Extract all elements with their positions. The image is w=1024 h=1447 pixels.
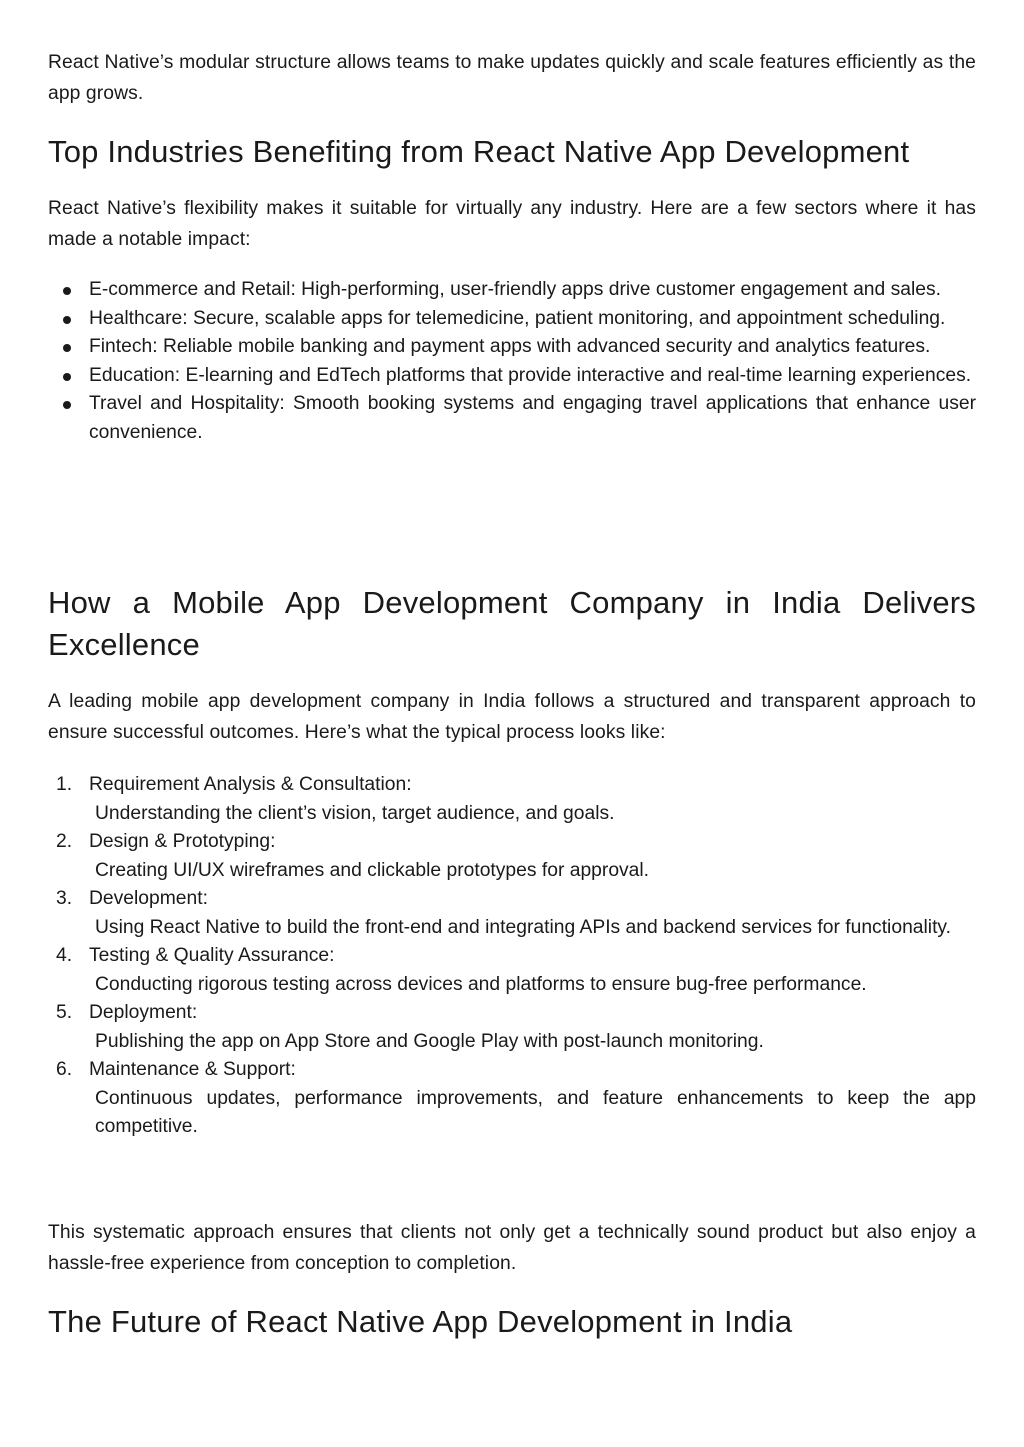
step-description: Conducting rigorous testing across devices and platforms to ensure bug-free performance. [95,973,867,995]
step-item [48,1056,976,1142]
industries-intro-block [48,193,976,255]
process-closing-block [48,1217,976,1279]
step-title: Requirement Analysis & Consultation: [89,774,412,795]
step-item [48,828,976,885]
section-paragraph: React Native’s flexibility makes it suitable for virtually any industry. Here are a few sectors where it has made a notable impact: [48,198,976,250]
step-description: Continuous updates, performance improvements, and feature enhancements to keep the app competitive. [95,1087,976,1137]
step-description: Using React Native to build the front-end and integrating APIs and backend services for functionality. [95,916,951,938]
bullet-icon [63,373,71,381]
section-future [48,1301,976,1343]
section-heading: The Future of React Native App Development in India [48,1304,793,1339]
list-item [48,305,976,334]
step-title: Design & Prototyping: [89,831,276,852]
step-item [48,771,976,828]
list-item [48,390,976,447]
bullet-icon [63,316,71,324]
step-number: 6. [56,1059,73,1080]
section-paragraph: A leading mobile app development company in India follows a structured and transparent approach to ensure successful outcomes. Here’s what the typical process looks like: [48,691,976,743]
process-intro-block [48,686,976,748]
step-item [48,942,976,999]
step-title: Development: [89,888,208,909]
list-item [48,333,976,362]
step-title: Maintenance & Support: [89,1059,296,1080]
section-heading: How a Mobile App Development Company in India Delivers Excellence [48,585,976,662]
list-item-text: Fintech: Reliable mobile banking and payment apps with advanced security and analytics features. [89,336,931,357]
process-steps-block [48,771,976,1142]
closing-paragraph: This systematic approach ensures that clients not only get a technically sound product but also enjoy a hassle-free experience from conception to completion. [48,1222,976,1274]
step-description: Creating UI/UX wireframes and clickable prototypes for approval. [95,859,650,881]
industries-list [48,276,976,447]
list-item-text: Education: E-learning and EdTech platforms that provide interactive and real-time learning experiences. [89,364,972,386]
industries-list-block [48,276,976,447]
step-title: Deployment: [89,1002,198,1023]
step-description: Understanding the client’s vision, target audience, and goals. [95,802,615,824]
step-number: 4. [56,945,73,966]
step-number: 5. [56,1002,73,1023]
step-number: 2. [56,831,73,852]
step-description: Publishing the app on App Store and Google Play with post-launch monitoring. [95,1030,764,1052]
process-steps-list [48,771,976,1142]
step-title: Testing & Quality Assurance: [89,945,335,966]
section-process [48,582,976,666]
bullet-icon [63,401,71,409]
step-number: 3. [56,888,73,909]
list-item-text: E-commerce and Retail: High-performing, user-friendly apps drive customer engagement and sales. [89,279,941,300]
section-industries [48,131,976,173]
step-item [48,999,976,1056]
section-heading: Top Industries Benefiting from React Native App Development [48,134,910,169]
list-item [48,362,976,391]
step-number: 1. [56,774,73,795]
step-item [48,885,976,942]
list-item-text: Travel and Hospitality: Smooth booking systems and engaging travel applications that enhance user convenience. [89,393,976,443]
intro-paragraph-block [48,47,976,109]
bullet-icon [63,344,71,352]
bullet-icon [63,287,71,295]
list-item-text: Healthcare: Secure, scalable apps for telemedicine, patient monitoring, and appointment scheduling. [89,307,946,329]
list-item [48,276,976,305]
intro-paragraph: React Native’s modular structure allows teams to make updates quickly and scale features efficiently as the app grows. [48,52,976,104]
